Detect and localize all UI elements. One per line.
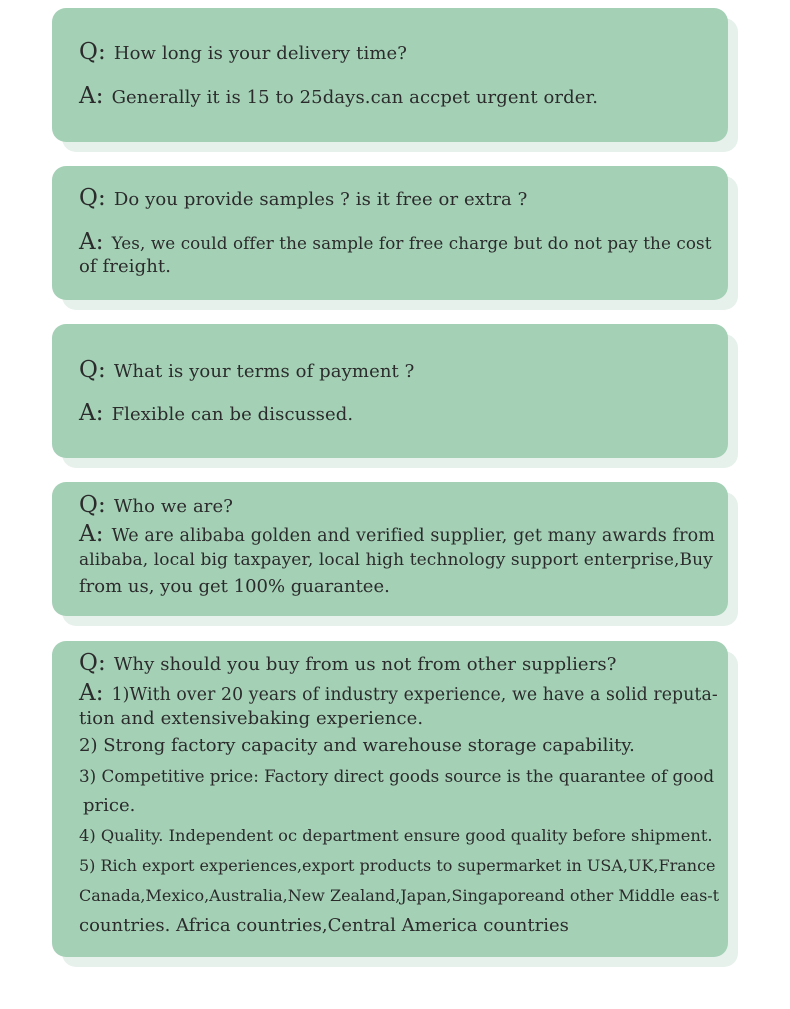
question-text: What is your terms of payment ?	[113, 361, 415, 382]
question-prefix: Q:	[79, 492, 106, 518]
question-prefix: Q:	[79, 650, 106, 676]
faq-card-payment	[52, 324, 728, 458]
answer-text-line5: price.	[83, 795, 136, 816]
faq-question	[79, 651, 616, 677]
faq-card-who-we-are	[52, 482, 728, 616]
faq-answer	[79, 522, 718, 602]
answer-text-line1: We are alibaba golden and verified supplier, get many awards from	[111, 526, 715, 546]
answer-text-line6: 4) Quality. Independent oc department ensure good quality before shipment.	[79, 826, 713, 845]
answer-prefix: A:	[79, 400, 104, 426]
answer-text-line2: of freight.	[79, 256, 172, 277]
answer-text-line2: alibaba, local big taxpayer, local high technology support enterprise,Buy	[79, 550, 713, 570]
answer-text: Flexible can be discussed.	[111, 404, 354, 425]
faq-card-samples	[52, 166, 728, 300]
answer-text-line1: 1)With over 20 years of industry experience, we have a solid reputa-	[111, 685, 718, 705]
faq-question	[79, 493, 233, 519]
question-prefix: Q:	[79, 39, 106, 65]
answer-prefix: A:	[79, 680, 104, 706]
answer-text-line2: tion and extensivebaking experience.	[79, 708, 424, 729]
faq-question	[79, 40, 407, 66]
question-prefix: Q:	[79, 185, 106, 211]
answer-text-line9: countries. Africa countries,Central America countries	[79, 915, 569, 936]
question-text: Do you provide samples ? is it free or extra ?	[113, 189, 528, 210]
answer-text-line8: Canada,Mexico,Australia,New Zealand,Japan,Singaporeand other Middle eas-t	[79, 886, 720, 905]
faq-question	[79, 186, 527, 212]
answer-line	[79, 681, 720, 707]
faq-question	[79, 358, 414, 384]
question-text: Who we are?	[113, 496, 233, 517]
answer-line	[79, 230, 714, 255]
answer-prefix: A:	[79, 83, 104, 109]
answer-prefix: A:	[79, 229, 104, 255]
answer-line	[79, 522, 718, 548]
answer-text-line7: 5) Rich export experiences,export products to supermarket in USA,UK,France	[79, 856, 716, 875]
answer-text-line3: from us, you get 100% guarantee.	[79, 576, 390, 597]
faq-answer	[79, 230, 714, 279]
answer-text: Generally it is 15 to 25days.can accpet urgent order.	[111, 87, 599, 108]
faq-card-delivery	[52, 8, 728, 142]
faq-card-why-us	[52, 641, 728, 957]
faq-answer	[79, 84, 598, 110]
faq-answer	[79, 401, 353, 427]
faq-answer	[79, 681, 720, 941]
answer-text-line1: Yes, we could offer the sample for free charge but do not pay the cost	[111, 233, 712, 253]
question-text: Why should you buy from us not from other suppliers?	[113, 654, 617, 675]
answer-prefix: A:	[79, 521, 104, 547]
question-prefix: Q:	[79, 357, 106, 383]
question-text: How long is your delivery time?	[113, 43, 408, 64]
answer-text-line4: 3) Competitive price: Factory direct goods source is the quarantee of good	[79, 766, 715, 786]
answer-text-line3: 2) Strong factory capacity and warehouse storage capability.	[79, 735, 635, 756]
